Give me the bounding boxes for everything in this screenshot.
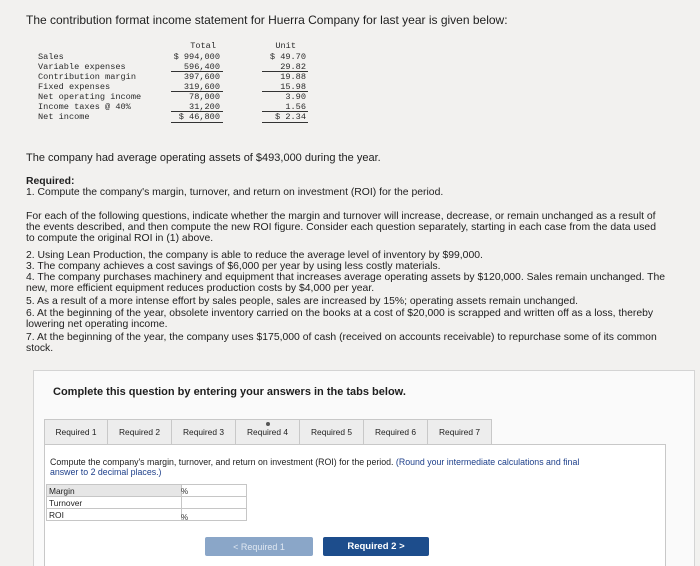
- tab-required-7[interactable]: Required 7: [427, 419, 492, 445]
- item-2: 2. Using Lean Production, the company is able to reduce the average level of inventory by $99,000.: [26, 250, 483, 261]
- row-unit: 1.56: [285, 102, 306, 112]
- row-label: Net income: [38, 112, 90, 122]
- statement-row: [38, 102, 308, 112]
- row-total: 319,600: [183, 82, 220, 92]
- instructions-text: For each of the following questions, indicate whether the margin and turnover will increase, decrease, or remain unchanged as a result of the events described, and then compute the new ROI figure. Consider each question separately, starting in each case from the data used to compute the original ROI in (1) above.: [26, 211, 656, 244]
- roi-input[interactable]: [182, 509, 247, 521]
- turnover-label: Turnover: [47, 497, 182, 509]
- complete-instruction: Complete this question by entering your answers in the tabs below.: [53, 386, 406, 398]
- row-label: Net operating income: [38, 92, 142, 102]
- header-total: Total: [190, 41, 216, 51]
- tab-required-4[interactable]: Required 4: [235, 419, 300, 445]
- row-label: Contribution margin: [38, 72, 136, 82]
- tab-required-5[interactable]: Required 5: [299, 419, 364, 445]
- roi-label: ROI: [47, 509, 182, 521]
- row-unit: $ 2.34: [275, 112, 306, 122]
- item-5: 5. As a result of a more intense effort by sales people, sales are increased by 15%; operating assets remain unchanged.: [26, 296, 578, 307]
- row-unit: 15.98: [280, 82, 306, 92]
- turnover-input[interactable]: [182, 497, 247, 509]
- header-unit: Unit: [275, 41, 296, 51]
- required-1-text: 1. Compute the company's margin, turnover, and return on investment (ROI) for the period.: [26, 187, 444, 198]
- table-row: [47, 497, 247, 509]
- question-note: (Round your intermediate calculations and final answer to 2 decimal places.): [50, 457, 580, 477]
- row-total: 397,600: [183, 72, 220, 82]
- question-text: [50, 457, 610, 477]
- row-total: 78,000: [189, 92, 220, 102]
- required-heading: Required:: [26, 176, 75, 187]
- statement-row: [38, 52, 308, 62]
- statement-row: [38, 112, 308, 122]
- tab-bar: [44, 419, 491, 445]
- tab-required-6[interactable]: Required 6: [363, 419, 428, 445]
- row-total: $ 994,000: [173, 52, 220, 62]
- margin-percent-unit: %: [181, 487, 189, 496]
- row-total: 31,200: [189, 102, 220, 112]
- item-7: 7. At the beginning of the year, the company uses $175,000 of cash (received on accounts receivable) to repurchase some of its common stock.: [26, 332, 657, 354]
- assets-text: The company had average operating assets of $493,000 during the year.: [26, 152, 381, 164]
- row-label: Fixed expenses: [38, 82, 111, 92]
- answer-table: [46, 484, 247, 521]
- statement-header: [38, 41, 308, 52]
- row-label: Sales: [38, 52, 64, 62]
- margin-label: Margin: [47, 485, 182, 497]
- row-unit: 19.88: [280, 72, 306, 82]
- intro-text: The contribution format income statement for Huerra Company for last year is given below:: [26, 13, 508, 27]
- item-6: 6. At the beginning of the year, obsolete inventory carried on the books at a cost of $20,000 is scrapped and written off as a loss, thereby lowering net operating income.: [26, 308, 654, 330]
- tab-required-2[interactable]: Required 2: [107, 419, 172, 445]
- row-label: Variable expenses: [38, 62, 126, 72]
- row-unit: 3.90: [285, 92, 306, 102]
- row-unit: 29.82: [280, 62, 306, 72]
- item-4: 4. The company purchases machinery and equipment that increases average operating assets by $120,000. Sales remain unchanged. The new, more efficient equipment reduces production costs by $4,000 per year.: [26, 272, 666, 294]
- roi-percent-unit: %: [181, 513, 189, 522]
- row-total: 596,400: [183, 62, 220, 72]
- row-total: $ 46,800: [178, 112, 220, 122]
- statement-row: [38, 92, 308, 102]
- item-3: 3. The company achieves a cost savings of $6,000 per year by using less costly materials.: [26, 261, 441, 272]
- income-statement: [38, 41, 308, 122]
- table-row: [47, 485, 247, 497]
- statement-row: [38, 72, 308, 82]
- status-dot-icon: [266, 422, 270, 426]
- row-label: Income taxes @ 40%: [38, 102, 131, 112]
- next-required-button[interactable]: Required 2 >: [323, 537, 429, 556]
- tab-required-3[interactable]: Required 3: [171, 419, 236, 445]
- statement-row: [38, 62, 308, 72]
- tab-required-1[interactable]: Required 1: [44, 419, 108, 445]
- table-row: [47, 509, 247, 521]
- statement-row: [38, 82, 308, 92]
- row-unit: $ 49.70: [269, 52, 306, 62]
- prev-required-button[interactable]: < Required 1: [205, 537, 313, 556]
- margin-input[interactable]: [182, 485, 247, 497]
- question-main: Compute the company's margin, turnover, and return on investment (ROI) for the period.: [50, 457, 394, 467]
